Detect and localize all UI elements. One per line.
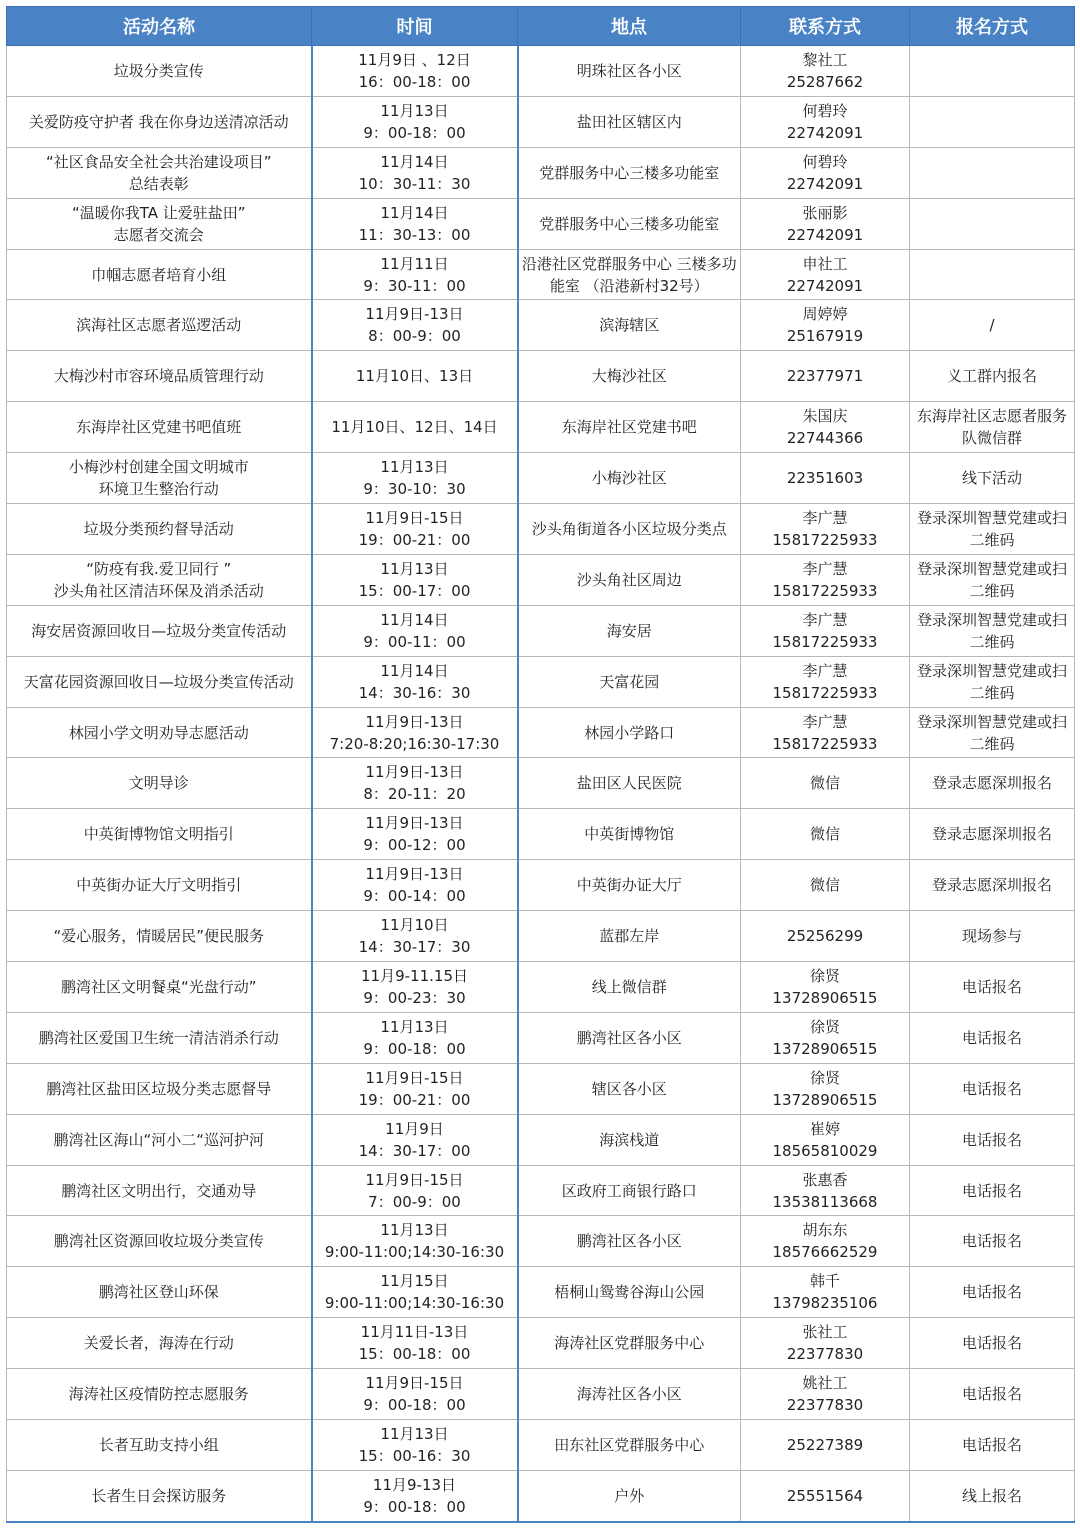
contact-cell: 何碧玲 22742091 — [741, 147, 910, 198]
table-row — [7, 249, 1075, 300]
table-row — [7, 96, 1075, 147]
location-cell: 沙头角社区周边 — [518, 554, 741, 605]
header-signup: 报名方式 — [910, 7, 1075, 46]
location-cell: 天富花园 — [518, 656, 741, 707]
table-row — [7, 1470, 1075, 1521]
time-cell: 11月13日 9：00-18：00 — [312, 96, 518, 147]
table-row — [7, 1216, 1075, 1267]
location-cell: 海滨栈道 — [518, 1114, 741, 1165]
table-body — [7, 46, 1075, 1522]
signup-cell: 线上报名 — [910, 1470, 1075, 1521]
contact-cell: 张惠香 13538113668 — [741, 1165, 910, 1216]
table-row — [7, 46, 1075, 97]
location-cell: 田东社区党群服务中心 — [518, 1420, 741, 1471]
table-row — [7, 1114, 1075, 1165]
signup-cell: 登录深圳智慧党建或扫二维码 — [910, 656, 1075, 707]
signup-cell: 登录深圳智慧党建或扫二维码 — [910, 707, 1075, 758]
contact-cell: 徐贤 13728906515 — [741, 1012, 910, 1063]
table-row — [7, 453, 1075, 504]
location-cell: 蓝郡左岸 — [518, 911, 741, 962]
contact-cell: 微信 — [741, 758, 910, 809]
contact-cell: 22377971 — [741, 351, 910, 402]
time-cell: 11月9日-13日 7:20-8:20;16:30-17:30 — [312, 707, 518, 758]
time-cell: 11月13日 9:00-11:00;14:30-16:30 — [312, 1216, 518, 1267]
signup-cell: 电话报名 — [910, 1012, 1075, 1063]
table-row — [7, 351, 1075, 402]
table-row — [7, 300, 1075, 351]
contact-cell: 崔婷 18565810029 — [741, 1114, 910, 1165]
location-cell: 户外 — [518, 1470, 741, 1521]
table-row — [7, 402, 1075, 453]
location-cell: 明珠社区各小区 — [518, 46, 741, 97]
table-row — [7, 1420, 1075, 1471]
location-cell: 林园小学路口 — [518, 707, 741, 758]
contact-cell: 李广慧 15817225933 — [741, 656, 910, 707]
activity-name-cell: 长者生日会探访服务 — [7, 1470, 312, 1521]
location-cell: 线上微信群 — [518, 962, 741, 1013]
time-cell: 11月9日-15日 9：00-18：00 — [312, 1369, 518, 1420]
contact-cell: 徐贤 13728906515 — [741, 1063, 910, 1114]
signup-cell — [910, 96, 1075, 147]
table-row — [7, 860, 1075, 911]
contact-cell: 微信 — [741, 809, 910, 860]
signup-cell: 电话报名 — [910, 1369, 1075, 1420]
activity-name-cell: 滨海社区志愿者巡逻活动 — [7, 300, 312, 351]
activity-name-cell: 关爱长者，海涛在行动 — [7, 1318, 312, 1369]
contact-cell: 周婷婷 25167919 — [741, 300, 910, 351]
contact-cell: 李广慧 15817225933 — [741, 554, 910, 605]
signup-cell: 登录深圳智慧党建或扫二维码 — [910, 504, 1075, 555]
contact-cell: 张丽影 22742091 — [741, 198, 910, 249]
time-cell: 11月13日 15：00-17：00 — [312, 554, 518, 605]
contact-cell: 李广慧 15817225933 — [741, 707, 910, 758]
activity-name-cell: “爱心服务，情暖居民”便民服务 — [7, 911, 312, 962]
header-location: 地点 — [518, 7, 741, 46]
signup-cell — [910, 46, 1075, 97]
contact-cell: 申社工 22742091 — [741, 249, 910, 300]
location-cell: 党群服务中心三楼多功能室 — [518, 198, 741, 249]
signup-cell: 电话报名 — [910, 1318, 1075, 1369]
signup-cell — [910, 249, 1075, 300]
activity-name-cell: 鹏湾社区文明出行，交通劝导 — [7, 1165, 312, 1216]
table-row — [7, 962, 1075, 1013]
activity-name-cell: 天富花园资源回收日—垃圾分类宣传活动 — [7, 656, 312, 707]
time-cell: 11月13日 9：30-10：30 — [312, 453, 518, 504]
signup-cell: 线下活动 — [910, 453, 1075, 504]
contact-cell: 22351603 — [741, 453, 910, 504]
location-cell: 海安居 — [518, 605, 741, 656]
time-cell: 11月9日-13日 9：00-14：00 — [312, 860, 518, 911]
signup-cell: 现场参与 — [910, 911, 1075, 962]
table-row — [7, 1267, 1075, 1318]
time-cell: 11月9日-13日 8：20-11：20 — [312, 758, 518, 809]
signup-cell: 电话报名 — [910, 1165, 1075, 1216]
activity-name-cell: 中英街博物馆文明指引 — [7, 809, 312, 860]
location-cell: 小梅沙社区 — [518, 453, 741, 504]
activity-name-cell: “温暖你我TA 让爱驻盐田” 志愿者交流会 — [7, 198, 312, 249]
activity-name-cell: 巾帼志愿者培育小组 — [7, 249, 312, 300]
activity-name-cell: 海涛社区疫情防控志愿服务 — [7, 1369, 312, 1420]
time-cell: 11月14日 10：30-11：30 — [312, 147, 518, 198]
header-time: 时间 — [312, 7, 518, 46]
contact-cell: 黎社工 25287662 — [741, 46, 910, 97]
signup-cell: 电话报名 — [910, 1114, 1075, 1165]
contact-cell: 姚社工 22377830 — [741, 1369, 910, 1420]
location-cell: 鹏湾社区各小区 — [518, 1012, 741, 1063]
time-cell: 11月14日 14：30-16：30 — [312, 656, 518, 707]
time-cell: 11月10日、13日 — [312, 351, 518, 402]
location-cell: 沙头角街道各小区垃圾分类点 — [518, 504, 741, 555]
location-cell: 盐田社区辖区内 — [518, 96, 741, 147]
location-cell: 辖区各小区 — [518, 1063, 741, 1114]
contact-cell: 25227389 — [741, 1420, 910, 1471]
time-cell: 11月10日、12日、14日 — [312, 402, 518, 453]
time-cell: 11月9日 14：30-17：00 — [312, 1114, 518, 1165]
location-cell: 区政府工商银行路口 — [518, 1165, 741, 1216]
time-cell: 11月9-11.15日 9：00-23：30 — [312, 962, 518, 1013]
time-cell: 11月15日 9:00-11:00;14:30-16:30 — [312, 1267, 518, 1318]
time-cell: 11月14日 11：30-13：00 — [312, 198, 518, 249]
signup-cell: 电话报名 — [910, 1063, 1075, 1114]
contact-cell: 李广慧 15817225933 — [741, 504, 910, 555]
activity-name-cell: “防疫有我.爱卫同行 ” 沙头角社区清洁环保及消杀活动 — [7, 554, 312, 605]
time-cell: 11月9日-13日 9：00-12：00 — [312, 809, 518, 860]
activity-name-cell: “社区食品安全社会共治建设项目” 总结表彰 — [7, 147, 312, 198]
contact-cell: 李广慧 15817225933 — [741, 605, 910, 656]
time-cell: 11月13日 9：00-18：00 — [312, 1012, 518, 1063]
location-cell: 大梅沙社区 — [518, 351, 741, 402]
header-activity-name: 活动名称 — [7, 7, 312, 46]
table-row — [7, 758, 1075, 809]
contact-cell: 25256299 — [741, 911, 910, 962]
table-row — [7, 1165, 1075, 1216]
time-cell: 11月9日-15日 19：00-21：00 — [312, 1063, 518, 1114]
contact-cell: 张社工 22377830 — [741, 1318, 910, 1369]
signup-cell: 登录志愿深圳报名 — [910, 860, 1075, 911]
table-row — [7, 1063, 1075, 1114]
activity-name-cell: 长者互助支持小组 — [7, 1420, 312, 1471]
activity-name-cell: 关爱防疫守护者 我在你身边送清凉活动 — [7, 96, 312, 147]
table-row — [7, 147, 1075, 198]
table-row — [7, 707, 1075, 758]
time-cell: 11月9日-15日 19：00-21：00 — [312, 504, 518, 555]
location-cell: 东海岸社区党建书吧 — [518, 402, 741, 453]
table-row — [7, 504, 1075, 555]
location-cell: 中英街博物馆 — [518, 809, 741, 860]
time-cell: 11月9-13日 9：00-18：00 — [312, 1470, 518, 1521]
location-cell: 海涛社区各小区 — [518, 1369, 741, 1420]
contact-cell: 25551564 — [741, 1470, 910, 1521]
contact-cell: 徐贤 13728906515 — [741, 962, 910, 1013]
location-cell: 沿港社区党群服务中心 三楼多功能室 （沿港新村32号） — [518, 249, 741, 300]
activity-name-cell: 鹏湾社区登山环保 — [7, 1267, 312, 1318]
signup-cell: 登录深圳智慧党建或扫二维码 — [910, 605, 1075, 656]
signup-cell: 电话报名 — [910, 962, 1075, 1013]
time-cell: 11月9日 、12日 16：00-18：00 — [312, 46, 518, 97]
activity-name-cell: 东海岸社区党建书吧值班 — [7, 402, 312, 453]
time-cell: 11月9日-15日 7：00-9：00 — [312, 1165, 518, 1216]
activity-name-cell: 鹏湾社区文明餐桌“光盘行动” — [7, 962, 312, 1013]
signup-cell: 电话报名 — [910, 1216, 1075, 1267]
time-cell: 11月13日 15：00-16：30 — [312, 1420, 518, 1471]
table-row — [7, 809, 1075, 860]
table-row — [7, 911, 1075, 962]
contact-cell: 胡东东 18576662529 — [741, 1216, 910, 1267]
signup-cell: 电话报名 — [910, 1267, 1075, 1318]
activity-name-cell: 鹏湾社区爱国卫生统一清洁消杀行动 — [7, 1012, 312, 1063]
location-cell: 鹏湾社区各小区 — [518, 1216, 741, 1267]
table-row — [7, 605, 1075, 656]
activity-name-cell: 海安居资源回收日—垃圾分类宣传活动 — [7, 605, 312, 656]
signup-cell: 登录志愿深圳报名 — [910, 758, 1075, 809]
location-cell: 滨海辖区 — [518, 300, 741, 351]
time-cell: 11月11日-13日 15：00-18：00 — [312, 1318, 518, 1369]
header-contact: 联系方式 — [741, 7, 910, 46]
header-row — [7, 7, 1075, 46]
table-row — [7, 1012, 1075, 1063]
time-cell: 11月9日-13日 8：00-9：00 — [312, 300, 518, 351]
activity-name-cell: 垃圾分类宣传 — [7, 46, 312, 97]
table-row — [7, 656, 1075, 707]
location-cell: 中英街办证大厅 — [518, 860, 741, 911]
signup-cell: 义工群内报名 — [910, 351, 1075, 402]
activity-name-cell: 小梅沙村创建全国文明城市 环境卫生整治行动 — [7, 453, 312, 504]
table-row — [7, 198, 1075, 249]
activity-table — [6, 6, 1075, 1523]
contact-cell: 朱国庆 22744366 — [741, 402, 910, 453]
signup-cell — [910, 198, 1075, 249]
signup-cell: 东海岸社区志愿者服务队微信群 — [910, 402, 1075, 453]
signup-cell — [910, 147, 1075, 198]
time-cell: 11月10日 14：30-17：30 — [312, 911, 518, 962]
activity-name-cell: 林园小学文明劝导志愿活动 — [7, 707, 312, 758]
time-cell: 11月11日 9：30-11：00 — [312, 249, 518, 300]
activity-name-cell: 文明导诊 — [7, 758, 312, 809]
location-cell: 党群服务中心三楼多功能室 — [518, 147, 741, 198]
activity-name-cell: 中英街办证大厅文明指引 — [7, 860, 312, 911]
table-row — [7, 1318, 1075, 1369]
activity-name-cell: 鹏湾社区海山“河小二“巡河护河 — [7, 1114, 312, 1165]
table-row — [7, 554, 1075, 605]
activity-name-cell: 鹏湾社区盐田区垃圾分类志愿督导 — [7, 1063, 312, 1114]
contact-cell: 微信 — [741, 860, 910, 911]
table-row — [7, 1369, 1075, 1420]
activity-name-cell: 鹏湾社区资源回收垃圾分类宣传 — [7, 1216, 312, 1267]
signup-cell: 登录志愿深圳报名 — [910, 809, 1075, 860]
location-cell: 海涛社区党群服务中心 — [518, 1318, 741, 1369]
contact-cell: 韩千 13798235106 — [741, 1267, 910, 1318]
location-cell: 梧桐山鸳鸯谷海山公园 — [518, 1267, 741, 1318]
activity-name-cell: 垃圾分类预约督导活动 — [7, 504, 312, 555]
time-cell: 11月14日 9：00-11：00 — [312, 605, 518, 656]
contact-cell: 何碧玲 22742091 — [741, 96, 910, 147]
activity-name-cell: 大梅沙村市容环境品质管理行动 — [7, 351, 312, 402]
signup-cell: / — [910, 300, 1075, 351]
location-cell: 盐田区人民医院 — [518, 758, 741, 809]
signup-cell: 登录深圳智慧党建或扫二维码 — [910, 554, 1075, 605]
signup-cell: 电话报名 — [910, 1420, 1075, 1471]
